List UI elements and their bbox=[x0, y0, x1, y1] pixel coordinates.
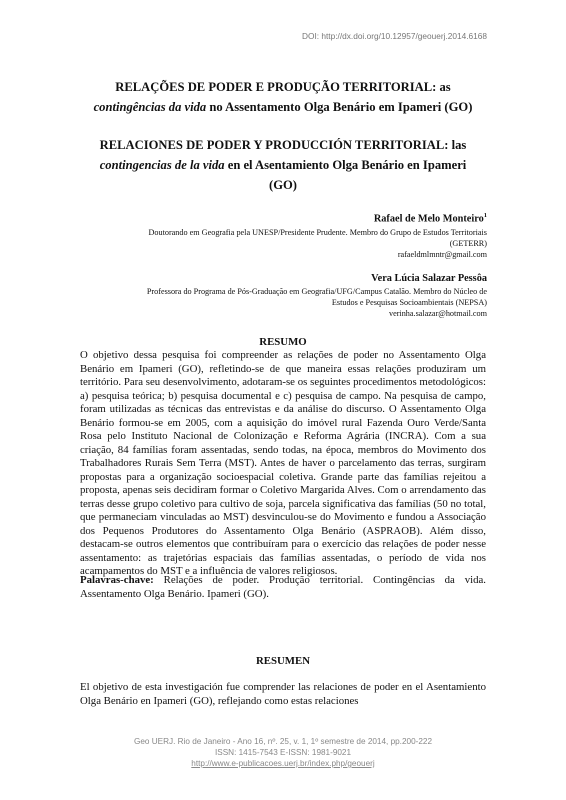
footer-journal-info: Geo UERJ. Rio de Janeiro - Ano 16, nº. 25, v. 1, 1º semestre de 2014, pp.200-222 bbox=[133, 737, 433, 746]
title-es-line2 bbox=[80, 155, 486, 175]
resumo-heading: RESUMO bbox=[259, 336, 307, 348]
doi-link[interactable]: DOI: http://dx.doi.org/10.12957/geouerj.2014.6168 bbox=[302, 31, 487, 41]
author-2-email[interactable]: verinha.salazar@hotmail.com bbox=[388, 309, 487, 318]
author-1-footnote-marker: 1 bbox=[483, 212, 487, 219]
author-2-affiliation-line: Professora do Programa de Pós-Graduação em Geografia/UFG/Campus Catalão. Membro do Núcleo de bbox=[146, 287, 487, 296]
author-2-affiliation-line: Estudos e Pesquisas Socioambientais (NEPSA) bbox=[331, 298, 487, 307]
title-es-line1: RELACIONES DE PODER Y PRODUCCIÓN TERRITORIAL: las bbox=[99, 138, 467, 152]
resumen-paragraph: El objetivo de esta investigación fue comprender las relaciones de poder en el Asentamiento Olga Benário en Ipameri (GO), reflejando como estas relaciones bbox=[80, 681, 486, 708]
title-es-line3: (GO) bbox=[269, 178, 297, 192]
keywords-label: Palavras-chave: bbox=[80, 574, 154, 586]
author-1-email[interactable]: rafaeldmlmntr@gmail.com bbox=[397, 250, 487, 259]
footer-journal-link[interactable]: http://www.e-publicacoes.uerj.br/index.php/geouerj bbox=[191, 759, 375, 768]
author-1-name-text: Rafael de Melo Monteiro bbox=[373, 213, 484, 225]
title-portuguese bbox=[80, 77, 486, 117]
resumen-heading: RESUMEN bbox=[256, 655, 310, 667]
title-es-italic: contingencias de la vida bbox=[99, 158, 225, 172]
resumo-paragraph: O objetivo dessa pesquisa foi compreender as relações de poder no Assentamento Olga Benário em Ipameri (GO), refletindo-se de que maneira essas relações produziram um território. Para seu desenvolvimento, adotaram-se os seguintes procedimentos metodológicos: a) pesquisa teórica; b) pesquisa documental e c) pesquisa de campo. Na pesquisa de campo, foram utilizadas as técnicas das entrevistas e da análise do discurso. O Assentamento Olga Benário formou-se em 2005, com a aquisição do imóvel rural Fazenda Ouro Verde/Santa Rosa pelo Instituto Nacional de Colonização e Reforma Agrária (INCRA). Com a sua criação, 84 famílias foram assentadas, sendo todas, na época, membros do Movimento dos Trabalhadores Rurais Sem Terra (MST). Antes de haver o parcelamento das terras, surgiram propostas para a organização socioespacial coletiva. Grande parte das famílias rejeitou a proposta, apenas seis decidiram formar o Coletivo Margarida Alves. Com o arrendamento das terras desse grupo coletivo para cultivo de soja, parcela significativa das famílias (50 no total, que permaneciam vinculadas ao MST) desvinculou-se do Movimento e fundou a Associação dos Pequenos Produtores do Assentamento Olga Benário (ASPRAOB). Além disso, destacam-se outros elementos que contribuíram para o exercício das relações de poder nesse assentamento: as trajetórias espaciais das famílias assentadas, o período de vida nos acampamentos do MST e a influência de valores religiosos. bbox=[80, 349, 486, 577]
author-1-affiliation-line: Doutorando em Geografia pela UNESP/Presidente Prudente. Membro do Grupo de Estudos Territoriais bbox=[148, 228, 487, 237]
author-2-affiliation bbox=[77, 286, 487, 319]
title-pt-line1: RELAÇÕES DE PODER E PRODUÇÃO TERRITORIAL: as bbox=[115, 80, 451, 94]
title-pt-italic: contingências da vida bbox=[93, 100, 207, 114]
keywords-paragraph bbox=[80, 574, 486, 601]
author-1-affiliation-line: (GETERR) bbox=[449, 239, 487, 248]
author-1-affiliation bbox=[85, 227, 487, 260]
author-2-name: Vera Lúcia Salazar Pessôa bbox=[371, 273, 487, 284]
footer-issn: ISSN: 1415-7543 E-ISSN: 1981-9021 bbox=[214, 748, 352, 757]
author-1-name bbox=[374, 212, 487, 224]
page-footer bbox=[80, 736, 486, 769]
title-es-line2-rest: en el Asentamiento Olga Benário en Ipameri bbox=[224, 158, 467, 172]
title-pt-line2-rest: no Assentamento Olga Benário em Ipameri (GO) bbox=[206, 100, 473, 114]
title-spanish bbox=[80, 135, 486, 195]
title-pt-line2 bbox=[80, 97, 486, 117]
keywords-text: Relações de poder. Produção territorial. Contingências da vida. Assentamento Olga Benário. Ipameri (GO). bbox=[80, 574, 486, 600]
